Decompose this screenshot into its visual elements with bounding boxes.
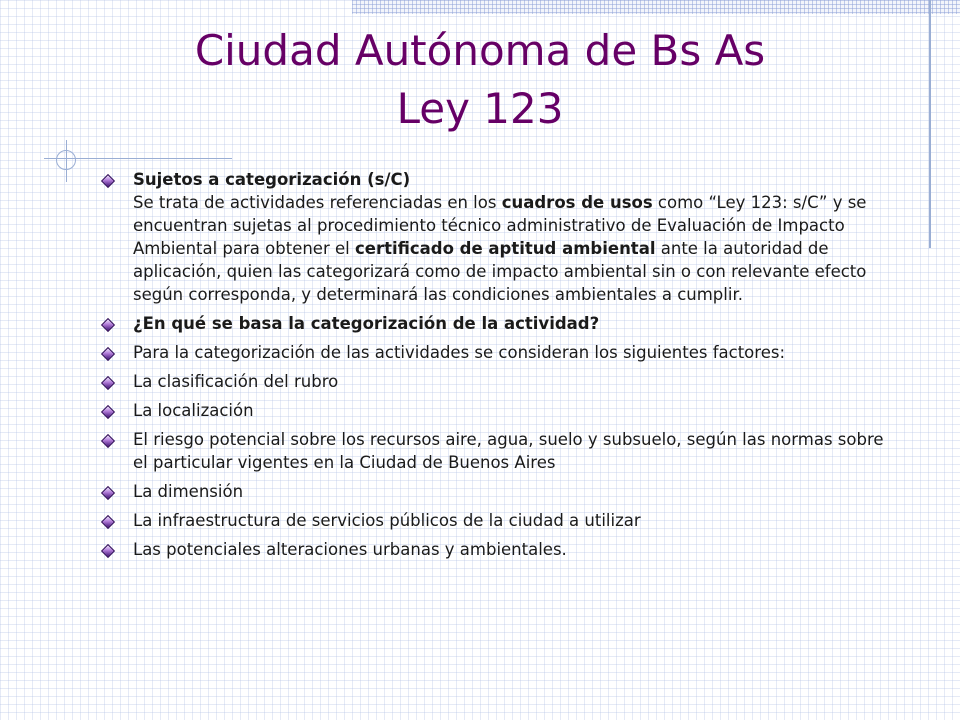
list-item [100, 538, 900, 561]
diamond-bullet-icon [101, 544, 115, 558]
item-text: Las potenciales alteraciones urbanas y ambientales. [133, 540, 567, 559]
list-item [100, 509, 900, 532]
item-text: La dimensión [133, 482, 244, 501]
item-heading: Sujetos a categorización (s/C) [133, 170, 411, 189]
item-text: La infraestructura de servicios públicos de la ciudad a utilizar [133, 511, 641, 530]
item-text: Para la categorización de las actividades se consideran los siguientes factores: [133, 343, 785, 362]
diamond-bullet-icon [101, 347, 115, 361]
diamond-bullet-icon [101, 405, 115, 419]
list-item [100, 480, 900, 503]
item-text: como “Ley 123: s/C” y se encuentran sujetas al procedimiento técnico administrativo de Evaluación de Impacto Ambiental para obtener el [133, 193, 867, 258]
title-line-1: Ciudad Autónoma de Bs As [194, 26, 766, 75]
item-emphasis: certificado de aptitud ambiental [354, 239, 656, 258]
item-text: La localización [133, 401, 254, 420]
top-decoration-band [352, 0, 960, 14]
diamond-bullet-icon [101, 376, 115, 390]
list-item [100, 370, 900, 393]
item-text: Se trata de actividades referenciadas en los [133, 193, 502, 212]
slide-body [100, 168, 900, 567]
right-accent-line [929, 0, 931, 248]
title-line-2: Ley 123 [396, 84, 564, 133]
diamond-bullet-icon [101, 318, 115, 332]
list-item [100, 428, 900, 474]
crosshair-circle [56, 150, 76, 170]
item-text: ante la autoridad de aplicación, quien las categorizará como de impacto ambiental sin o con relevante efecto según corresponda, y determinará las condiciones ambientales a cumplir. [133, 239, 867, 304]
diamond-bullet-icon [101, 434, 115, 448]
diamond-bullet-icon [101, 486, 115, 500]
item-emphasis: cuadros de usos [501, 193, 653, 212]
list-item [100, 168, 900, 306]
diamond-bullet-icon [101, 174, 115, 188]
list-item [100, 312, 900, 335]
item-text: La clasificación del rubro [133, 372, 339, 391]
slide-title [100, 22, 860, 138]
item-question: ¿En qué se basa la categorización de la actividad? [133, 314, 600, 333]
item-text: El riesgo potencial sobre los recursos aire, agua, suelo y subsuelo, según las normas sobre el particular vigentes en la Ciudad de Buenos Aires [133, 430, 884, 472]
list-item [100, 341, 900, 364]
diamond-bullet-icon [101, 515, 115, 529]
list-item [100, 399, 900, 422]
